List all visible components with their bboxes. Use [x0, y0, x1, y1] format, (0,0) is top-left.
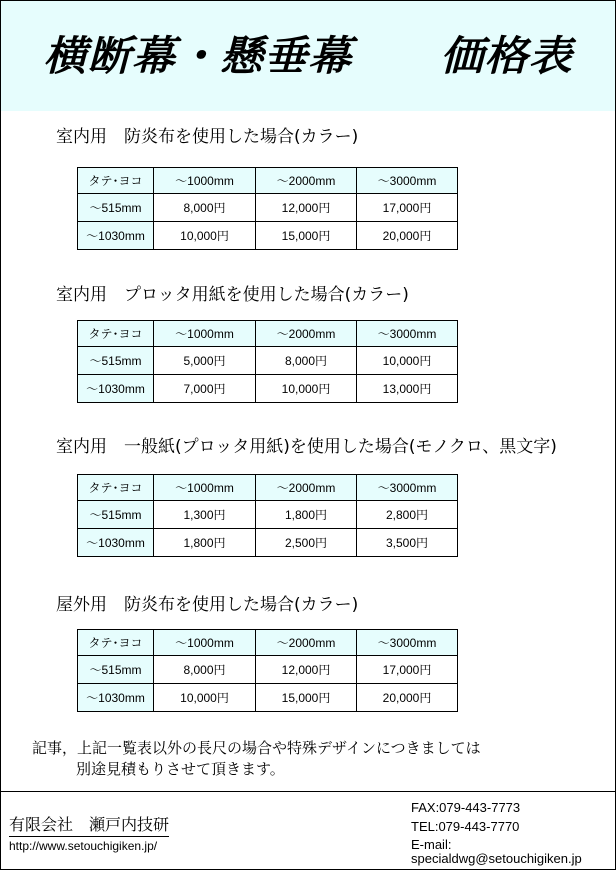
table-row — [78, 194, 458, 222]
price-cell: 15,000円 — [256, 684, 357, 712]
price-cell: 17,000円 — [357, 194, 458, 222]
price-cell: 5,000円 — [154, 347, 256, 375]
size-cell: ～515mm — [78, 347, 154, 375]
price-cell: 12,000円 — [256, 656, 357, 684]
price-cell: 7,000円 — [154, 375, 256, 403]
table-row — [78, 347, 458, 375]
price-cell: 20,000円 — [357, 684, 458, 712]
header-cell: ～3000mm — [357, 630, 458, 656]
email-address[interactable]: specialdwg@setouchigiken.jp — [411, 851, 582, 866]
size-cell: ～1030mm — [78, 222, 154, 250]
note — [32, 738, 481, 780]
header-cell: ～3000mm — [357, 168, 458, 194]
table-header-row — [78, 168, 458, 194]
size-cell: ～515mm — [78, 501, 154, 529]
title-banner — [1, 1, 615, 111]
section-heading: 室内用 一般紙(プロッタ用紙)を使用した場合(モノクロ、黒文字) — [56, 437, 557, 457]
price-table — [77, 167, 458, 250]
price-cell: 20,000円 — [357, 222, 458, 250]
price-cell: 8,000円 — [154, 194, 256, 222]
price-cell: 10,000円 — [154, 684, 256, 712]
fax-number: FAX:079-443-7773 — [411, 800, 521, 815]
price-cell: 10,000円 — [256, 375, 357, 403]
header-cell: ～2000mm — [256, 475, 357, 501]
table-row — [78, 222, 458, 250]
size-cell: ～515mm — [78, 656, 154, 684]
header-cell: タテ･ヨコ — [78, 321, 154, 347]
tel-number: TEL:079-443-7770 — [411, 819, 520, 834]
price-cell: 2,500円 — [256, 529, 357, 557]
table-row — [78, 656, 458, 684]
section-heading: 室内用 防炎布を使用した場合(カラー) — [56, 127, 359, 147]
email-label: E-mail: — [411, 837, 452, 852]
price-cell: 10,000円 — [357, 347, 458, 375]
size-cell: ～1030mm — [78, 684, 154, 712]
price-cell: 15,000円 — [256, 222, 357, 250]
header-cell: ～1000mm — [154, 168, 256, 194]
company-name: 有限会社 瀬戸内技研 — [9, 815, 169, 837]
header-cell: ～3000mm — [357, 475, 458, 501]
size-cell: ～1030mm — [78, 529, 154, 557]
header-cell: ～2000mm — [256, 168, 357, 194]
note-line: 別途見積もりさせて頂きます。 — [76, 760, 285, 778]
size-cell: ～515mm — [78, 194, 154, 222]
header-cell: ～2000mm — [256, 321, 357, 347]
footer-divider — [1, 791, 615, 792]
price-cell: 2,800円 — [357, 501, 458, 529]
price-table — [77, 320, 458, 403]
header-cell: ～1000mm — [154, 475, 256, 501]
page-title: 横断幕・懸垂幕 価格表 — [43, 32, 573, 80]
price-cell: 17,000円 — [357, 656, 458, 684]
price-cell: 1,800円 — [256, 501, 357, 529]
price-cell: 8,000円 — [256, 347, 357, 375]
price-table — [77, 629, 458, 712]
table-row — [78, 684, 458, 712]
price-cell: 1,300円 — [154, 501, 256, 529]
header-cell: ～2000mm — [256, 630, 357, 656]
table-header-row — [78, 475, 458, 501]
price-table — [77, 474, 458, 557]
section-heading: 屋外用 防炎布を使用した場合(カラー) — [56, 595, 359, 615]
header-cell: ～1000mm — [154, 630, 256, 656]
price-cell: 12,000円 — [256, 194, 357, 222]
price-cell: 8,000円 — [154, 656, 256, 684]
section-heading: 室内用 プロッタ用紙を使用した場合(カラー) — [56, 285, 409, 305]
header-cell: タテ･ヨコ — [78, 475, 154, 501]
price-cell: 13,000円 — [357, 375, 458, 403]
table-row — [78, 375, 458, 403]
table-header-row — [78, 321, 458, 347]
size-cell: ～1030mm — [78, 375, 154, 403]
header-cell: ～3000mm — [357, 321, 458, 347]
website-link[interactable]: http://www.setouchigiken.jp/ — [9, 839, 158, 853]
price-cell: 1,800円 — [154, 529, 256, 557]
note-line: 記事，上記一覧表以外の長尺の場合や特殊デザインにつきましては — [32, 739, 481, 757]
header-cell: タテ･ヨコ — [78, 630, 154, 656]
table-row — [78, 501, 458, 529]
price-cell: 3,500円 — [357, 529, 458, 557]
table-row — [78, 529, 458, 557]
header-cell: タテ･ヨコ — [78, 168, 154, 194]
header-cell: ～1000mm — [154, 321, 256, 347]
table-header-row — [78, 630, 458, 656]
price-cell: 10,000円 — [154, 222, 256, 250]
